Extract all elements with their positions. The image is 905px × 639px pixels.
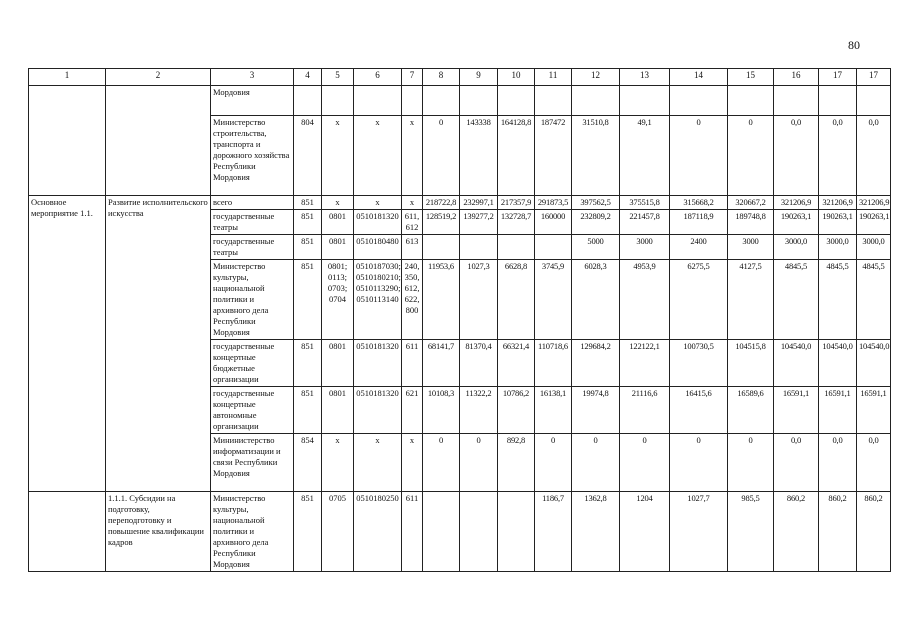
column-header: 1 [29,69,106,86]
value-cell: 190263,1 [774,210,819,235]
value-cell: 66321,4 [498,340,535,387]
value-cell: 6028,3 [572,260,620,340]
rzpr-cell: 0705 [322,492,354,572]
empty-cell [29,492,106,572]
value-cell: 160000 [535,210,572,235]
csr-cell: x [354,196,402,210]
value-cell: 1362,8 [572,492,620,572]
executor-cell: Мининистерство информатизации и связи Республики Мордовия [211,434,294,492]
value-cell: 68141,7 [423,340,460,387]
grbs-cell: 851 [294,340,322,387]
value-cell: 321206,9 [857,196,891,210]
csr-cell: 0510181320 [354,340,402,387]
value-cell: 0 [572,434,620,492]
value-cell: 110718,6 [535,340,572,387]
value-cell: 985,5 [728,492,774,572]
subactivity-cell [106,86,211,196]
value-cell: 232809,2 [572,210,620,235]
vr-cell: 613 [402,235,423,260]
value-cell [423,86,460,116]
value-cell: 10786,2 [498,387,535,434]
column-header: 14 [670,69,728,86]
value-cell [819,86,857,116]
rzpr-cell: 0801 [322,387,354,434]
rzpr-cell: x [322,116,354,196]
grbs-cell: 851 [294,260,322,340]
value-cell: 31510,8 [572,116,620,196]
value-cell [857,86,891,116]
value-cell: 397562,5 [572,196,620,210]
executor-cell: Мордовия [211,86,294,116]
csr-cell: x [354,434,402,492]
column-header: 8 [423,69,460,86]
column-header: 17 [819,69,857,86]
table-row [29,492,891,572]
value-cell: 0,0 [819,434,857,492]
value-cell: 128519,2 [423,210,460,235]
value-cell: 4845,5 [857,260,891,340]
value-cell: 21116,6 [620,387,670,434]
executor-cell: Министерство строительства, транспорта и дорожного хозяйства Республики Мордовия [211,116,294,196]
executor-cell: всего [211,196,294,210]
value-cell [774,86,819,116]
value-cell [460,492,498,572]
budget-table [28,68,891,572]
value-cell: 3000,0 [774,235,819,260]
value-cell [535,86,572,116]
value-cell: 129684,2 [572,340,620,387]
value-cell: 104540,0 [857,340,891,387]
value-cell: 291873,5 [535,196,572,210]
column-header: 3 [211,69,294,86]
column-header: 6 [354,69,402,86]
value-cell: 3000,0 [857,235,891,260]
value-cell: 0 [728,434,774,492]
column-header: 16 [774,69,819,86]
value-cell: 16591,1 [819,387,857,434]
csr-cell: 0510180480 [354,235,402,260]
value-cell [572,86,620,116]
subactivity-cell: 1.1.1. Субсидии на подготовку, переподготовку и повышение квалификации кадров [106,492,211,572]
value-cell: 143338 [460,116,498,196]
value-cell: 375515,8 [620,196,670,210]
value-cell: 6275,5 [670,260,728,340]
executor-cell: Министерство культуры, национальной политики и архивного дела Республики Мордовия [211,260,294,340]
value-cell: 0,0 [774,434,819,492]
executor-cell: Министерство культуры, национальной политики и архивного дела Республики Мордовия [211,492,294,572]
column-header: 10 [498,69,535,86]
value-cell: 892,8 [498,434,535,492]
value-cell: 860,2 [819,492,857,572]
grbs-cell: 804 [294,116,322,196]
value-cell [460,86,498,116]
vr-cell: 621 [402,387,423,434]
table-row [29,86,891,116]
value-cell: 232997,1 [460,196,498,210]
page-number: 80 [848,38,860,52]
grbs-cell: 851 [294,196,322,210]
value-cell: 0 [728,116,774,196]
vr-cell: 611 [402,340,423,387]
column-header: 4 [294,69,322,86]
vr-cell: 611, 612 [402,210,423,235]
value-cell: 187472 [535,116,572,196]
value-cell: 139277,2 [460,210,498,235]
value-cell: 132728,7 [498,210,535,235]
csr-cell [354,86,402,116]
column-header: 5 [322,69,354,86]
value-cell: 3745,9 [535,260,572,340]
column-header: 15 [728,69,774,86]
activity-cell [29,86,106,196]
value-cell [423,235,460,260]
value-cell: 3000 [620,235,670,260]
vr-cell: x [402,116,423,196]
value-cell: 0 [460,434,498,492]
value-cell [423,492,460,572]
csr-cell: 0510181320 [354,387,402,434]
table-row [29,196,891,210]
value-cell: 16589,6 [728,387,774,434]
value-cell [535,235,572,260]
column-header: 2 [106,69,211,86]
value-cell: 122122,1 [620,340,670,387]
value-cell: 49,1 [620,116,670,196]
column-header: 11 [535,69,572,86]
executor-cell: государственные театры [211,210,294,235]
value-cell: 164128,8 [498,116,535,196]
column-header: 9 [460,69,498,86]
value-cell: 218722,8 [423,196,460,210]
value-cell: 860,2 [857,492,891,572]
vr-cell: 240, 350, 612, 622, 800 [402,260,423,340]
grbs-cell: 851 [294,210,322,235]
value-cell: 0 [423,434,460,492]
value-cell: 4845,5 [819,260,857,340]
grbs-cell: 851 [294,492,322,572]
main-activity-cell: Основное мероприятие 1.1. [29,196,106,492]
grbs-cell: 854 [294,434,322,492]
value-cell [670,86,728,116]
value-cell: 187118,9 [670,210,728,235]
vr-cell: 611 [402,492,423,572]
column-header: 7 [402,69,423,86]
value-cell: 16138,1 [535,387,572,434]
csr-cell: 0510180250 [354,492,402,572]
grbs-cell [294,86,322,116]
value-cell: 321206,9 [819,196,857,210]
value-cell: 0,0 [819,116,857,196]
value-cell [460,235,498,260]
value-cell [498,492,535,572]
value-cell: 190263,1 [857,210,891,235]
grbs-cell: 851 [294,235,322,260]
value-cell: 6628,8 [498,260,535,340]
rzpr-cell: 0801 [322,210,354,235]
vr-cell: x [402,434,423,492]
value-cell: 5000 [572,235,620,260]
value-cell: 0,0 [857,116,891,196]
csr-cell: x [354,116,402,196]
value-cell: 1027,7 [670,492,728,572]
value-cell: 0 [423,116,460,196]
rzpr-cell [322,86,354,116]
executor-cell: государственные концертные бюджетные организации [211,340,294,387]
value-cell: 11322,2 [460,387,498,434]
value-cell [620,86,670,116]
value-cell: 1204 [620,492,670,572]
rzpr-cell: 0801; 0113; 0703; 0704 [322,260,354,340]
value-cell: 4845,5 [774,260,819,340]
value-cell: 3000 [728,235,774,260]
value-cell: 321206,9 [774,196,819,210]
vr-cell: x [402,196,423,210]
value-cell: 16591,1 [857,387,891,434]
value-cell: 19974,8 [572,387,620,434]
rzpr-cell: x [322,196,354,210]
value-cell: 16415,6 [670,387,728,434]
value-cell: 104540,0 [819,340,857,387]
value-cell: 0,0 [857,434,891,492]
value-cell [498,86,535,116]
value-cell: 104540,0 [774,340,819,387]
column-header: 17 [857,69,891,86]
value-cell: 104515,8 [728,340,774,387]
value-cell: 315668,2 [670,196,728,210]
value-cell: 221457,8 [620,210,670,235]
executor-cell: государственные концертные автономные организации [211,387,294,434]
value-cell: 217357,9 [498,196,535,210]
grbs-cell: 851 [294,387,322,434]
rzpr-cell: x [322,434,354,492]
csr-cell: 0510187030; 0510180210; 0510113290; 0510113140 [354,260,402,340]
value-cell: 1186,7 [535,492,572,572]
column-header: 13 [620,69,670,86]
value-cell: 1027,3 [460,260,498,340]
activity-name-cell: Развитие исполнительского искусства [106,196,211,492]
value-cell: 81370,4 [460,340,498,387]
value-cell: 4953,9 [620,260,670,340]
value-cell: 0 [670,434,728,492]
value-cell: 10108,3 [423,387,460,434]
value-cell: 190263,1 [819,210,857,235]
value-cell: 189748,8 [728,210,774,235]
value-cell: 2400 [670,235,728,260]
value-cell: 860,2 [774,492,819,572]
csr-cell: 0510181320 [354,210,402,235]
value-cell: 0 [670,116,728,196]
value-cell: 320667,2 [728,196,774,210]
column-number-row [29,69,891,86]
value-cell: 16591,1 [774,387,819,434]
rzpr-cell: 0801 [322,340,354,387]
vr-cell [402,86,423,116]
executor-cell: государственные театры [211,235,294,260]
value-cell: 0 [620,434,670,492]
column-header: 12 [572,69,620,86]
value-cell: 0 [535,434,572,492]
value-cell [728,86,774,116]
value-cell: 3000,0 [819,235,857,260]
value-cell: 4127,5 [728,260,774,340]
value-cell [498,235,535,260]
value-cell: 0,0 [774,116,819,196]
rzpr-cell: 0801 [322,235,354,260]
value-cell: 100730,5 [670,340,728,387]
value-cell: 11953,6 [423,260,460,340]
